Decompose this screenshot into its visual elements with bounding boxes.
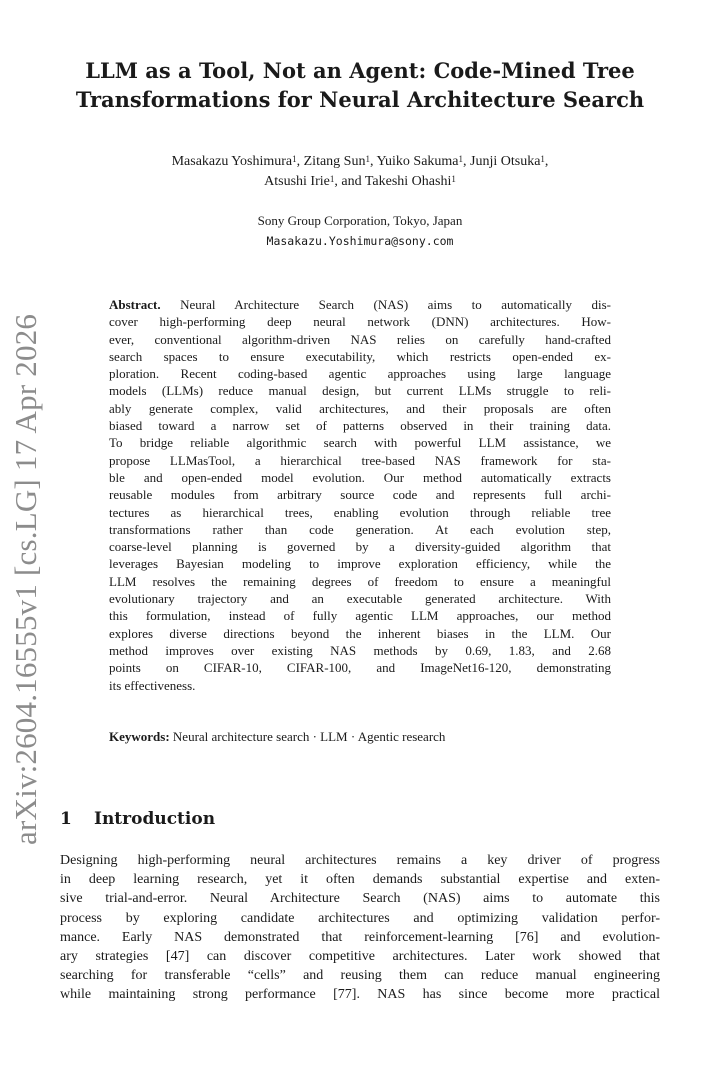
abstract-line: search spaces to ensure executability, which restricts open-ended ex- bbox=[109, 348, 611, 364]
intro-line: searching for transferable “cells” and reusing them can reduce manual engineering bbox=[60, 968, 660, 984]
author-affil-mark: 1 bbox=[365, 154, 370, 164]
abstract-line: its effectiveness. bbox=[109, 677, 196, 693]
abstract-line: models (LLMs) reduce manual design, but current LLMs struggle to reli- bbox=[109, 383, 611, 399]
author-affil-mark: 1 bbox=[451, 174, 456, 184]
author-line-2 bbox=[80, 172, 640, 192]
keywords-text: Neural architecture search · LLM · Agentic research bbox=[169, 729, 446, 744]
section-heading bbox=[60, 808, 215, 830]
author-separator: , bbox=[296, 154, 304, 169]
author-affil-mark: 1 bbox=[540, 154, 545, 164]
abstract-line: tectures as hierarchical trees, enabling evolution through reliable tree bbox=[109, 504, 611, 520]
author-name: Masakazu Yoshimura bbox=[171, 154, 293, 169]
abstract-line: evolutionary trajectory and an executable generated architecture. With bbox=[109, 591, 611, 607]
introduction-body bbox=[60, 851, 660, 1005]
author-line-1 bbox=[80, 152, 640, 172]
intro-line: ary strategies [47] can discover competitive architectures. Later work showed that bbox=[60, 949, 660, 965]
author-name: Atsushi Irie bbox=[264, 174, 330, 189]
author-affil-mark: 1 bbox=[458, 154, 464, 164]
keywords-label: Keywords: bbox=[109, 729, 170, 744]
title-line-1: LLM as a Tool, Not an Agent: Code-Mined Tree bbox=[85, 58, 635, 83]
affiliation: Sony Group Corporation, Tokyo, Japan bbox=[257, 213, 463, 228]
title-line-2: Transformations for Neural Architecture Search bbox=[75, 87, 645, 112]
intro-line: sive trial-and-error. Neural Architecture Search (NAS) aims to automate this bbox=[60, 891, 660, 907]
abstract-line: method improves over existing NAS methods by 0.69, 1.83, and 2.68 bbox=[109, 642, 611, 658]
intro-line: in deep learning research, yet it often demands substantial expertise and exten- bbox=[60, 872, 660, 888]
author-name: Takeshi Ohashi bbox=[364, 174, 452, 189]
arxiv-identifier-stamp[interactable]: arXiv:2604.16555v1 [cs.LG] 17 Apr 2026 bbox=[8, 313, 43, 845]
abstract-line: biased toward a narrow set of patterns observed in their training data. bbox=[109, 418, 611, 434]
abstract-line: ever, conventional algorithm-driven NAS relies on carefully hand-crafted bbox=[109, 331, 611, 347]
abstract-line: LLM resolves the remaining degrees of freedom to ensure a meaningful bbox=[109, 573, 611, 589]
abstract-line: ble and open-ended model evolution. Our method automatically extracts bbox=[109, 469, 611, 485]
abstract-line: this formulation, instead of fully agentic LLM approaches, our method bbox=[109, 608, 611, 624]
intro-line: Designing high-performing neural architectures remains a key driver of progress bbox=[60, 853, 660, 868]
abstract-line: coarse-level planning is governed by a diversity-guided algorithm that bbox=[109, 539, 611, 555]
author-email[interactable]: Masakazu.Yoshimura@sony.com bbox=[266, 234, 454, 248]
keywords bbox=[109, 728, 445, 745]
author-affil-mark: 1 bbox=[329, 174, 335, 184]
abstract-line: transformations rather than code generation. At each evolution step, bbox=[109, 521, 611, 537]
affiliation-block bbox=[0, 211, 720, 251]
abstract-line: ploration. Recent coding-based agentic approaches using large language bbox=[109, 366, 611, 382]
abstract bbox=[109, 296, 611, 694]
abstract-line: Abstract. Neural Architecture Search (NAS) aims to automatically dis- bbox=[109, 297, 611, 312]
abstract-line: To bridge reliable algorithmic search with powerful LLM assistance, we bbox=[109, 435, 611, 451]
author-name: Yuiko Sakuma bbox=[376, 154, 459, 169]
author-list bbox=[80, 152, 640, 192]
section-number: 1 bbox=[60, 809, 72, 829]
intro-line: while maintaining strong performance [77]. NAS has since become more practical bbox=[60, 987, 660, 1003]
author-separator: , and bbox=[334, 174, 365, 189]
abstract-line: reusable modules from arbitrary source code and represents full archi- bbox=[109, 487, 611, 503]
author-separator: , bbox=[369, 154, 377, 169]
abstract-line: cover high-performing deep neural network (DNN) architectures. How- bbox=[109, 314, 611, 330]
paper-title bbox=[0, 56, 720, 114]
intro-line: process by exploring candidate architectures and optimizing validation perfor- bbox=[60, 910, 660, 926]
author-name: Junji Otsuka bbox=[470, 154, 541, 169]
section-title: Introduction bbox=[94, 809, 216, 829]
author-separator: , bbox=[463, 154, 471, 169]
abstract-label: Abstract. bbox=[109, 297, 161, 312]
author-name: Zitang Sun bbox=[303, 154, 366, 169]
abstract-line: points on CIFAR-10, CIFAR-100, and ImageNet16-120, demonstrating bbox=[109, 660, 611, 676]
abstract-line: leverages Bayesian modeling to improve exploration efficiency, while the bbox=[109, 556, 611, 572]
author-separator: , bbox=[544, 154, 549, 169]
abstract-line: propose LLMasTool, a hierarchical tree-based NAS framework for sta- bbox=[109, 452, 611, 468]
abstract-line: explores diverse directions beyond the inherent biases in the LLM. Our bbox=[109, 625, 611, 641]
abstract-line: ably generate complex, valid architectures, and their proposals are often bbox=[109, 400, 611, 416]
author-affil-mark: 1 bbox=[292, 154, 297, 164]
intro-line: mance. Early NAS demonstrated that reinforcement-learning [76] and evolution- bbox=[60, 929, 660, 945]
